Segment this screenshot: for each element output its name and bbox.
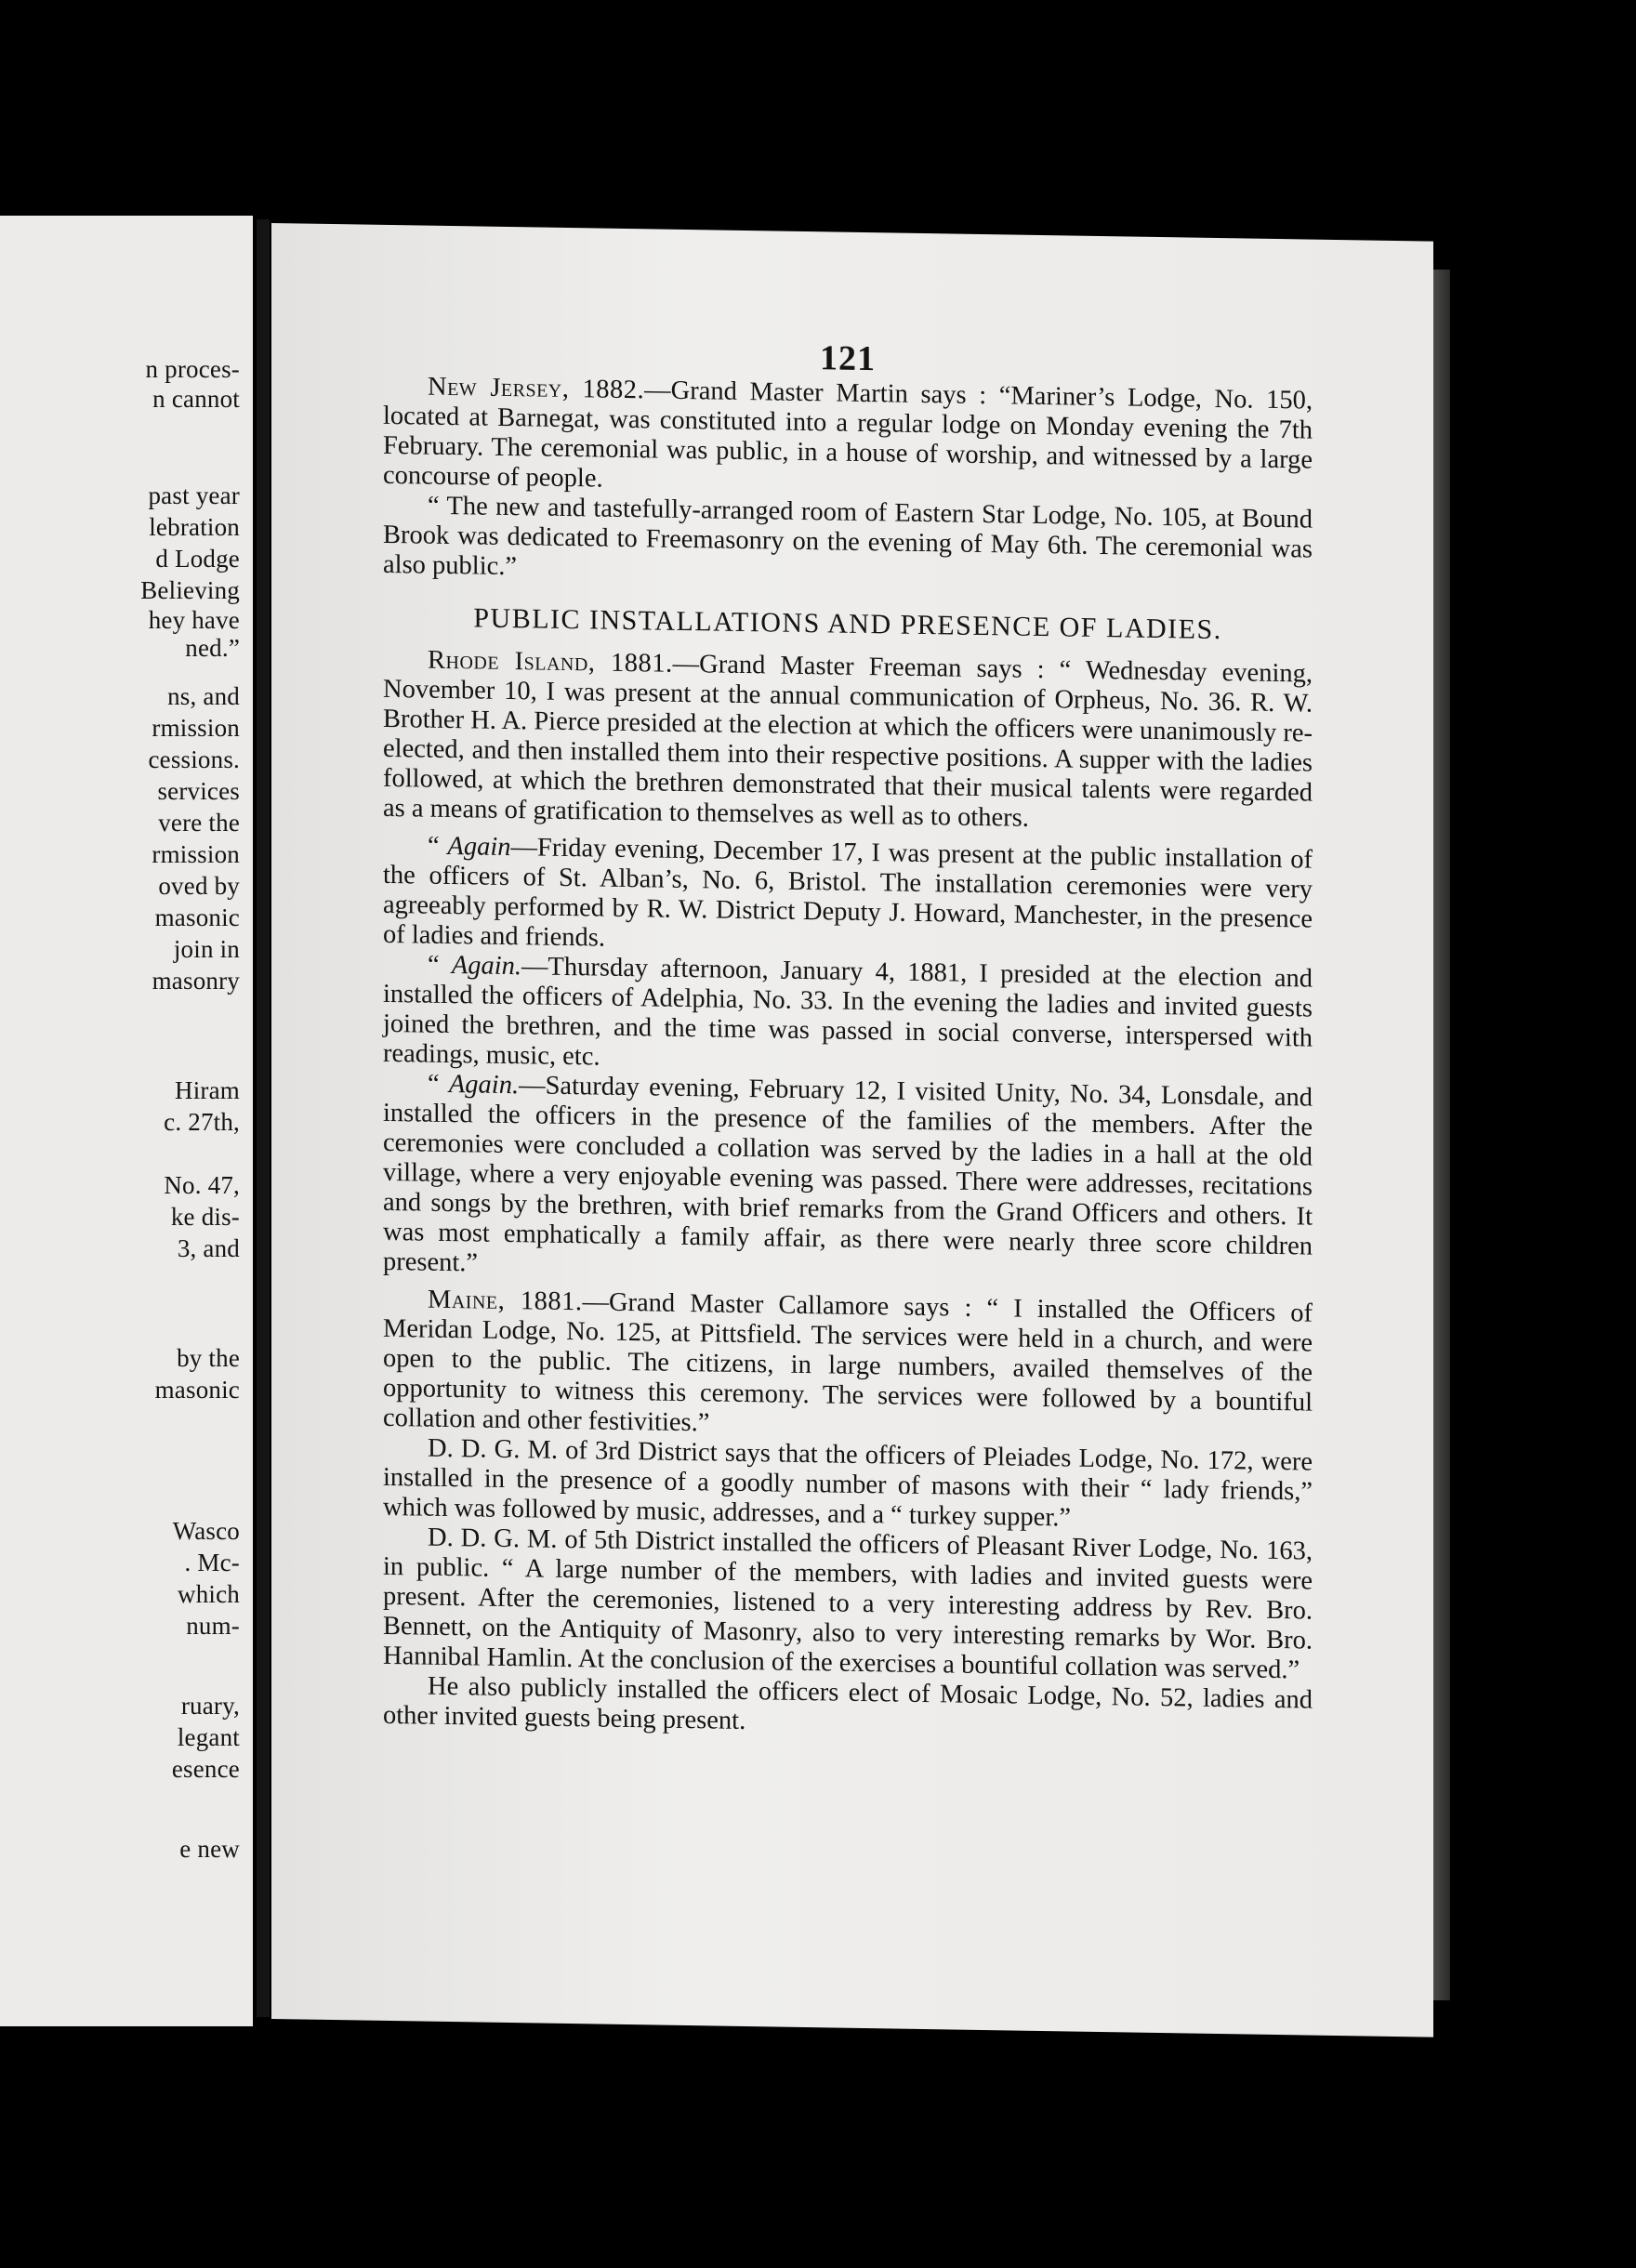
left-page-line: rmission [152, 840, 240, 868]
left-page-line: legant [177, 1723, 240, 1751]
right-page [271, 223, 1433, 2037]
left-page-line: past year [148, 481, 240, 509]
section-heading: PUBLIC INSTALLATIONS AND PRESENCE OF LADIES. [473, 602, 1222, 646]
paragraph-eastern-star: “ The new and tastefully-arranged room of Eastern Star Lodge, No. 105, at Bound Brook was dedicated to Freemasonry on the evening of May 6th. The ceremonial was also public.” [383, 491, 1313, 582]
left-page-line: by the [177, 1344, 240, 1372]
left-page-line: masonic [154, 903, 240, 931]
left-page-line: esence [171, 1755, 240, 1783]
paragraph-text: —Grand Master Callamore says : “ I installed the Officers of Meridan Lodge, No. 125, at Pittsfield. The services were held in a church, and were open to the public. The citizens, in large numbers, availed themselves of the opportunity to witness this ceremony. The services were followed by a bountiful collation and other festivities.” [383, 1287, 1313, 1438]
left-page-line: Hiram [175, 1076, 240, 1104]
run-in-heading: Rhode Island, 1881. [428, 645, 673, 679]
left-page-line: lebration [149, 513, 240, 541]
left-page-line: e new [179, 1835, 240, 1863]
left-page-line: d Lodge [155, 545, 240, 573]
paragraph-again-january: “ Again.—Thursday afternoon, January 4, 1881, I presided at the election and installed the officers of Adelphia, No. 33. In the evening the ladies and invited guests joined the brethren, and the time was passed in social converse, interspersed with readings, music, etc. [383, 950, 1313, 1072]
left-page-line: hey have [148, 606, 240, 634]
paragraph-text: —Saturday evening, February 12, I visited Unity, No. 34, Lonsdale, and installed the officers in the presence of the families of the members. After the ceremonies were concluded a collation was served by the ladies in a hall at the old village, where a very enjoyable evening was passed. There were addresses, recitations and songs by the brethren, with brief remarks from the Grand Officers and others. It was most emphatically a family affair, as there were nearly three score children present.” [383, 1071, 1313, 1278]
left-page-line: num- [186, 1612, 240, 1640]
left-page-line: . Mc- [184, 1549, 240, 1576]
run-in-heading: New Jersey, 1882. [428, 372, 645, 405]
text-column [383, 336, 1313, 1746]
left-page-line: No. 47, [164, 1171, 240, 1199]
paragraph-text: —Thursday afternoon, January 4, 1881, I presided at the election and installed the officers of Adelphia, No. 33. In the evening the ladies and invited guests joined the brethren, and the time was passed in social converse, interspersed with readings, music, etc. [383, 952, 1313, 1072]
paragraph-ddgm-3rd: D. D. G. M. of 3rd District says that the officers of Pleiades Lodge, No. 172, were installed in the presence of a goodly number of masons with their “ lady friends,” which was followed by music, addresses, and a “ turkey supper.” [383, 1433, 1313, 1533]
left-page-line: rmission [152, 714, 240, 742]
paragraph-mosaic: He also publicly installed the officers elect of Mosaic Lodge, No. 52, ladies and other invited guests being present. [383, 1671, 1313, 1736]
left-page-line: c. 27th, [164, 1108, 240, 1136]
paragraph-text: —Friday evening, December 17, I was present at the public installation of the officers of St. Alban’s, No. 6, Bristol. The installation ceremonies were very agreeably performed by R. W. District Deputy J. Howard, Manchester, in the presence of ladies and friends. [383, 833, 1313, 953]
paragraph-text: —Grand Master Freeman says : “ Wednesday evening, November 10, I was present at the annual communication of Orpheus, No. 36. R. W. Brother H. A. Pierce presided at the election at which the officers were unanimously re-elected, and then installed them into their respective positions. A supper with the ladies followed, at which the brethren demonstrated that their musical talents were regarded as a means of gratification to themselves as well as to others. [383, 649, 1313, 833]
page-number: 121 [820, 338, 876, 379]
paragraph-rhode-island [383, 645, 1313, 838]
italic-again: Again. [448, 1069, 520, 1101]
left-page-line: services [157, 777, 240, 805]
paragraph-again-december: “ Again—Friday evening, December 17, I was present at the public installation of the officers of St. Alban’s, No. 6, Bristol. The installation ceremonies were very agreeably performed by R. W. District Deputy J. Howard, Manchester, in the presence of ladies and friends. [383, 831, 1313, 953]
left-page-line: vere the [158, 809, 240, 837]
italic-again: Again [447, 831, 511, 863]
left-page-line: Wasco [172, 1517, 240, 1545]
left-page-line: ned.” [185, 634, 240, 662]
paragraph-ddgm-5th: D. D. G. M. of 5th District installed the officers of Pleasant River Lodge, No. 163, in public. “ A large number of the members, with ladies and invited guests were present. After the ceremonies, listened to a very interesting address by Rev. Bro. Bennett, on the Antiquity of Masonry, also to very interesting remarks by Wor. Bro. Hannibal Hamlin. At the conclusion of the exercises a bountiful collation was served.” [383, 1523, 1313, 1685]
paragraph-again-february: “ Again.—Saturday evening, February 12, I visited Unity, No. 34, Lonsdale, and installed the officers in the presence of the families of the members. After the ceremonies were concluded a collation was served by the ladies in a hall at the old village, where a very enjoyable evening was passed. There were addresses, recitations and songs by the brethren, with brief remarks from the Grand Officers and others. It was most emphatically a family affair, as there were nearly three score children present.” [383, 1069, 1313, 1278]
left-page-line: ns, and [167, 682, 240, 710]
left-page-line: masonry [152, 967, 240, 995]
left-page-line: Believing [140, 576, 240, 604]
left-page-line: n proces- [145, 355, 240, 383]
left-page-line: cessions. [148, 745, 240, 773]
left-page-line: n cannot [152, 385, 240, 413]
left-page-line: which [178, 1580, 240, 1608]
paragraph-maine [383, 1285, 1313, 1448]
book-gutter [257, 219, 270, 2017]
left-page-text [0, 216, 253, 2026]
paragraph-text: —Grand Master Martin says : “Mariner’s Lodge, No. 150, located at Barnegat, was constituted into a regular lodge on Monday evening the 7th February. The ceremonial was public, in a house of worship, and witnessed by a large concourse of people. [383, 376, 1313, 494]
left-page-line: 3, and [177, 1234, 240, 1262]
left-page-line: oved by [158, 872, 240, 900]
run-in-heading: Maine, 1881. [428, 1285, 583, 1317]
left-page-line: masonic [154, 1376, 240, 1404]
left-page-line: ruary, [180, 1692, 240, 1720]
left-page-line: join in [173, 935, 240, 963]
left-page-fragment [0, 216, 253, 2026]
paragraph-new-jersey [383, 372, 1313, 506]
left-page-line: ke dis- [170, 1203, 240, 1231]
italic-again: Again. [451, 951, 522, 982]
